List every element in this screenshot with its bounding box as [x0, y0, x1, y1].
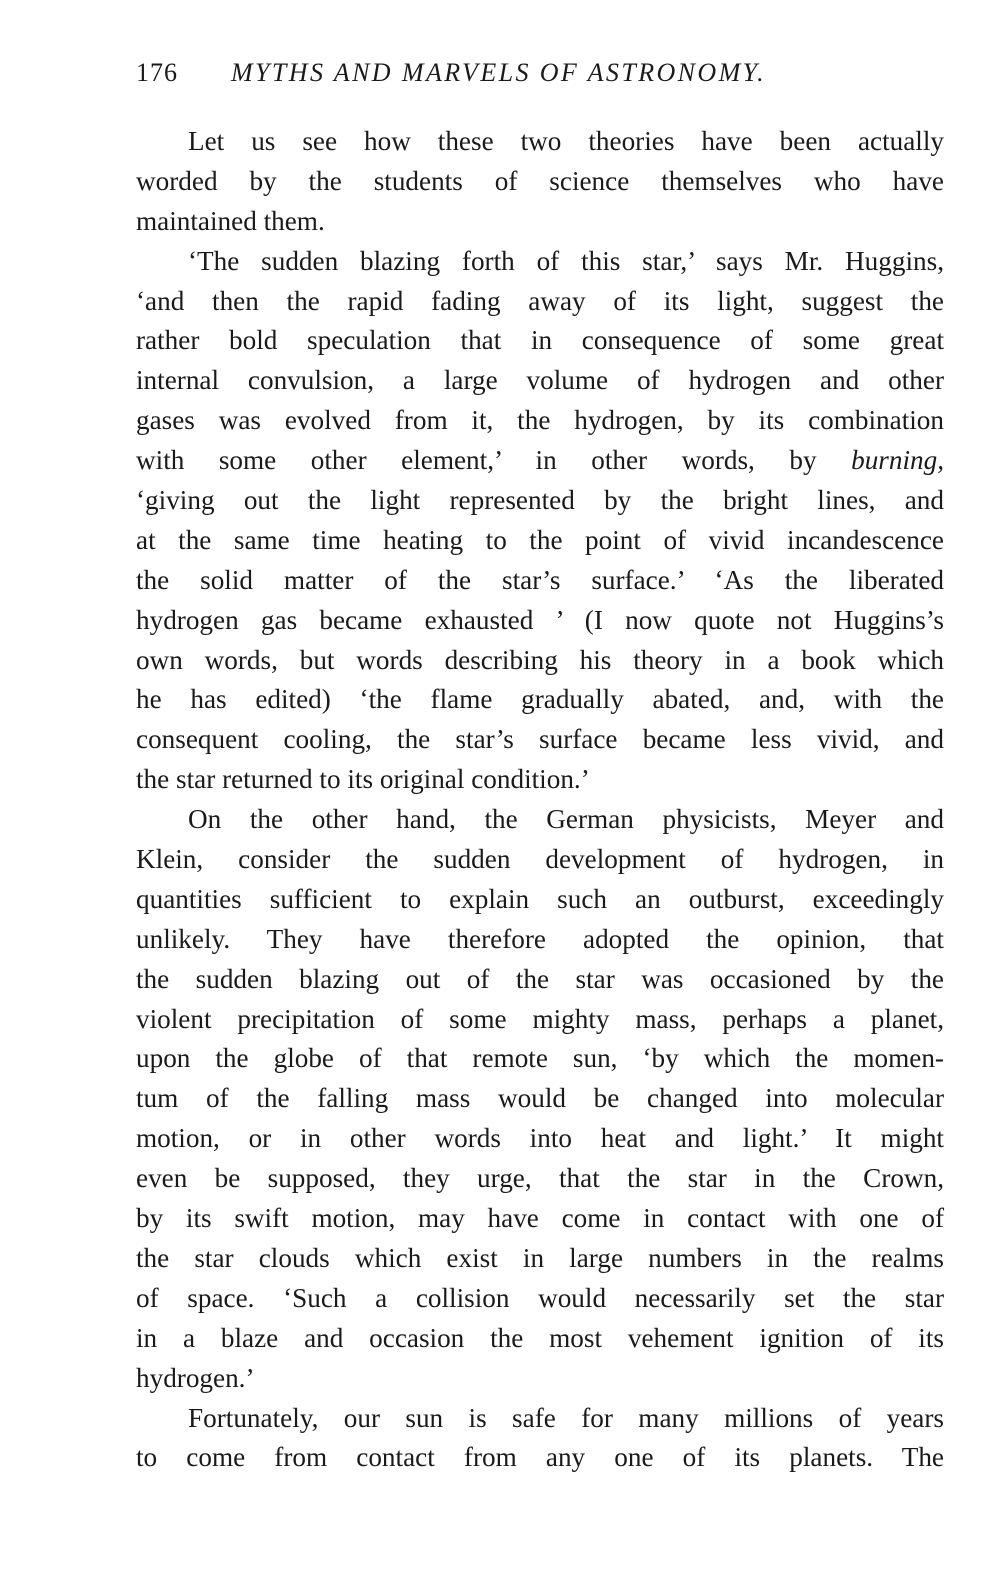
text-line: violent precipitation of some mighty mass, perhaps a planet, [136, 1003, 944, 1034]
text-line: Klein, consider the sudden development of hydrogen, in [136, 844, 944, 875]
text-line: upon the globe of that remote sun, ‘by which the momen- [136, 1043, 944, 1074]
text-segment: with some other element,’ in other words, by [136, 445, 817, 476]
text-line: rather bold speculation that in consequence of some great [136, 325, 944, 356]
text-line: the sudden blazing out of the star was occasioned by the [136, 963, 944, 994]
text-line [136, 441, 944, 481]
text-line: to come from contact from any one of its planets. The [136, 1442, 944, 1473]
text-line: ‘The sudden blazing forth of this star,’ says Mr. Huggins, [188, 245, 944, 276]
text-line: motion, or in other words into heat and light.’ It might [136, 1123, 944, 1154]
text-line: he has edited) ‘the flame gradually abated, and, with the [136, 684, 944, 715]
text-line: tum of the falling mass would be changed into molecular [136, 1083, 944, 1114]
text-line: the star clouds which exist in large numbers in the realms [136, 1242, 944, 1273]
italic-word: burning, [851, 445, 945, 476]
running-title: MYTHS AND MARVELS OF ASTRONOMY. [231, 58, 766, 87]
text-line: of space. ‘Such a collision would necessarily set the star [136, 1282, 944, 1313]
text-line: maintained them. [136, 205, 325, 236]
text-line: Let us see how these two theories have been actually [188, 126, 944, 156]
text-line: gases was evolved from it, the hydrogen, by its combination [136, 405, 944, 436]
text-line: at the same time heating to the point of vivid incandescence [136, 524, 944, 555]
text-line: in a blaze and occasion the most vehement ignition of its [136, 1322, 944, 1353]
text-line: the star returned to its original condition.’ [136, 764, 590, 795]
text-line: ‘giving out the light represented by the bright lines, and [136, 485, 944, 516]
text-line: hydrogen gas became exhausted ’ (I now quote not Huggins’s [136, 604, 944, 635]
text-line: internal convulsion, a large volume of hydrogen and other [136, 365, 944, 396]
text-line: On the other hand, the German physicists, Meyer and [188, 804, 944, 835]
body-text [136, 122, 944, 1478]
text-line: unlikely. They have therefore adopted the opinion, that [136, 923, 944, 954]
text-line: Fortunately, our sun is safe for many millions of years [188, 1402, 944, 1433]
text-line: own words, but words describing his theory in a book which [136, 644, 944, 675]
text-line: worded by the students of science themselves who have [136, 165, 944, 196]
page-number: 176 [136, 58, 178, 87]
text-line: hydrogen.’ [136, 1362, 255, 1393]
text-line: ‘and then the rapid fading away of its light, suggest the [136, 285, 944, 316]
text-line: quantities sufficient to explain such an outburst, exceedingly [136, 883, 944, 914]
text-line: the solid matter of the star’s surface.’ ‘As the liberated [136, 564, 944, 595]
text-line: consequent cooling, the star’s surface became less vivid, and [136, 724, 944, 755]
text-line: even be supposed, they urge, that the star in the Crown, [136, 1163, 944, 1194]
text-line: by its swift motion, may have come in contact with one of [136, 1203, 944, 1234]
page-header [136, 58, 946, 98]
